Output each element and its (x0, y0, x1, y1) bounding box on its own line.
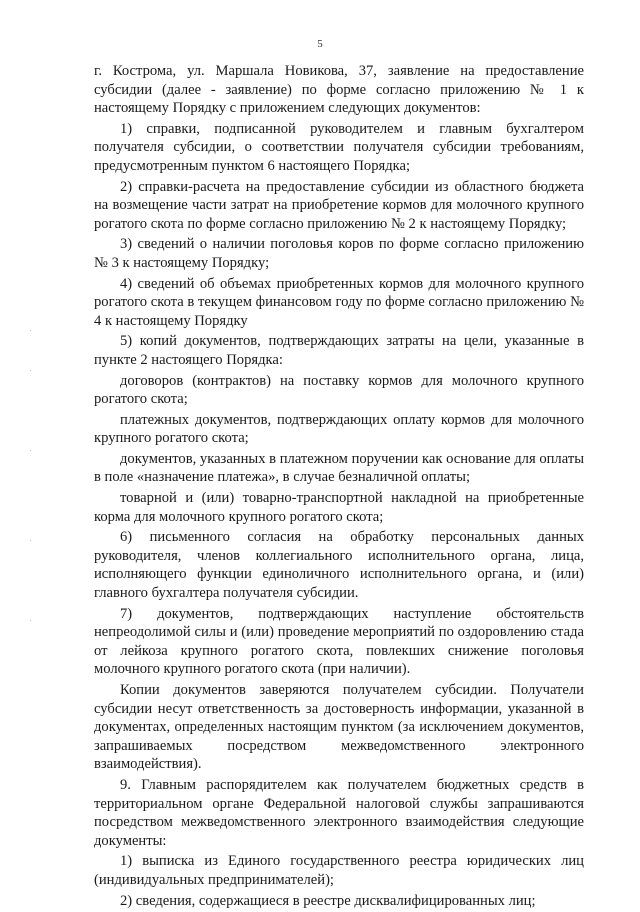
list-item-7-force-majeure: 7) документов, подтверждающих наступление обстоятельств непреодолимой силы и (или) проведение мероприятий по оздоровлению стада от лейкоза крупного рогатого скота, повлекших снижение поголовья молочного крупного рогатого скота (при наличии). (94, 605, 584, 678)
paragraph-certification: Копии документов заверяются получателем субсидии. Получатели субсидии несут ответственность за достоверность информации, указанной в документах, определенных настоящим пунктом (за исключением документов, запрашиваемых посредством межведомственного электронного взаимодействия). (94, 682, 584, 773)
paragraph-continuation: г. Кострома, ул. Маршала Новикова, 37, заявление на предоставление субсидии (далее - заявление) по форме согласно приложению № 1 к настоящему Порядку с приложением следующих документов: (94, 63, 584, 117)
sub-item-payment-documents: платежных документов, подтверждающих оплату кормов для молочного крупного рогатого скота; (94, 411, 584, 447)
list-item-3-livestock: 3) сведений о наличии поголовья коров по форме согласно приложению № 3 к настоящему Порядку; (94, 236, 584, 271)
list-item-registry-extract: 1) выписка из Единого государственного реестра юридических лиц (индивидуальных предпринимателей); (94, 853, 584, 888)
sub-item-contracts: договоров (контрактов) на поставку кормов для молочного крупного рогатого скота; (94, 372, 584, 408)
list-item-5-document-copies: 5) копий документов, подтверждающих затраты на цели, указанные в пункте 2 настоящего Порядка: (94, 333, 584, 368)
list-item-disqualified-registry: 2) сведения, содержащиеся в реестре дисквалифицированных лиц; (120, 892, 536, 909)
page-number: 5 (317, 38, 323, 50)
sub-item-payment-basis: документов, указанных в платежном поручении как основание для оплаты в поле «назначение платежа», в случае безналичной оплаты; (94, 450, 584, 486)
paragraph-section-9: 9. Главным распорядителем как получателем бюджетных средств в территориальном органе Федеральной налоговой службы запрашиваются посредством межведомственного электронного взаимодействия следующие документы: (94, 776, 584, 849)
list-item-6-consent: 6) письменного согласия на обработку персональных данных руководителя, членов коллегиального исполнительного органа, лица, исполняющего функции единоличного исполнительного органа, и (или) главного бухгалтера получателя субсидии. (94, 529, 584, 602)
sub-item-waybill: товарной и (или) товарно-транспортной накладной на приобретенные корма для молочного крупного рогатого скота; (94, 490, 584, 525)
list-item-2-calculation: 2) справки-расчета на предоставление субсидии из областного бюджета на возмещение части затрат на приобретение кормов для молочного крупного рогатого скота по форме согласно приложению № 2 к настоящему Порядку; (94, 178, 584, 232)
list-item-1-certificate: 1) справки, подписанной руководителем и главным бухгалтером получателя субсидии, о соответствии получателя субсидии требованиям, предусмотренным пунктом 6 настоящего Порядка; (94, 120, 584, 174)
list-item-4-feed-volumes: 4) сведений об объемах приобретенных кормов для молочного крупного рогатого скота в текущем финансовом году по форме согласно приложению № 4 к настоящему Порядку (94, 275, 584, 329)
document-body (94, 62, 584, 912)
scan-specks (30, 330, 33, 630)
